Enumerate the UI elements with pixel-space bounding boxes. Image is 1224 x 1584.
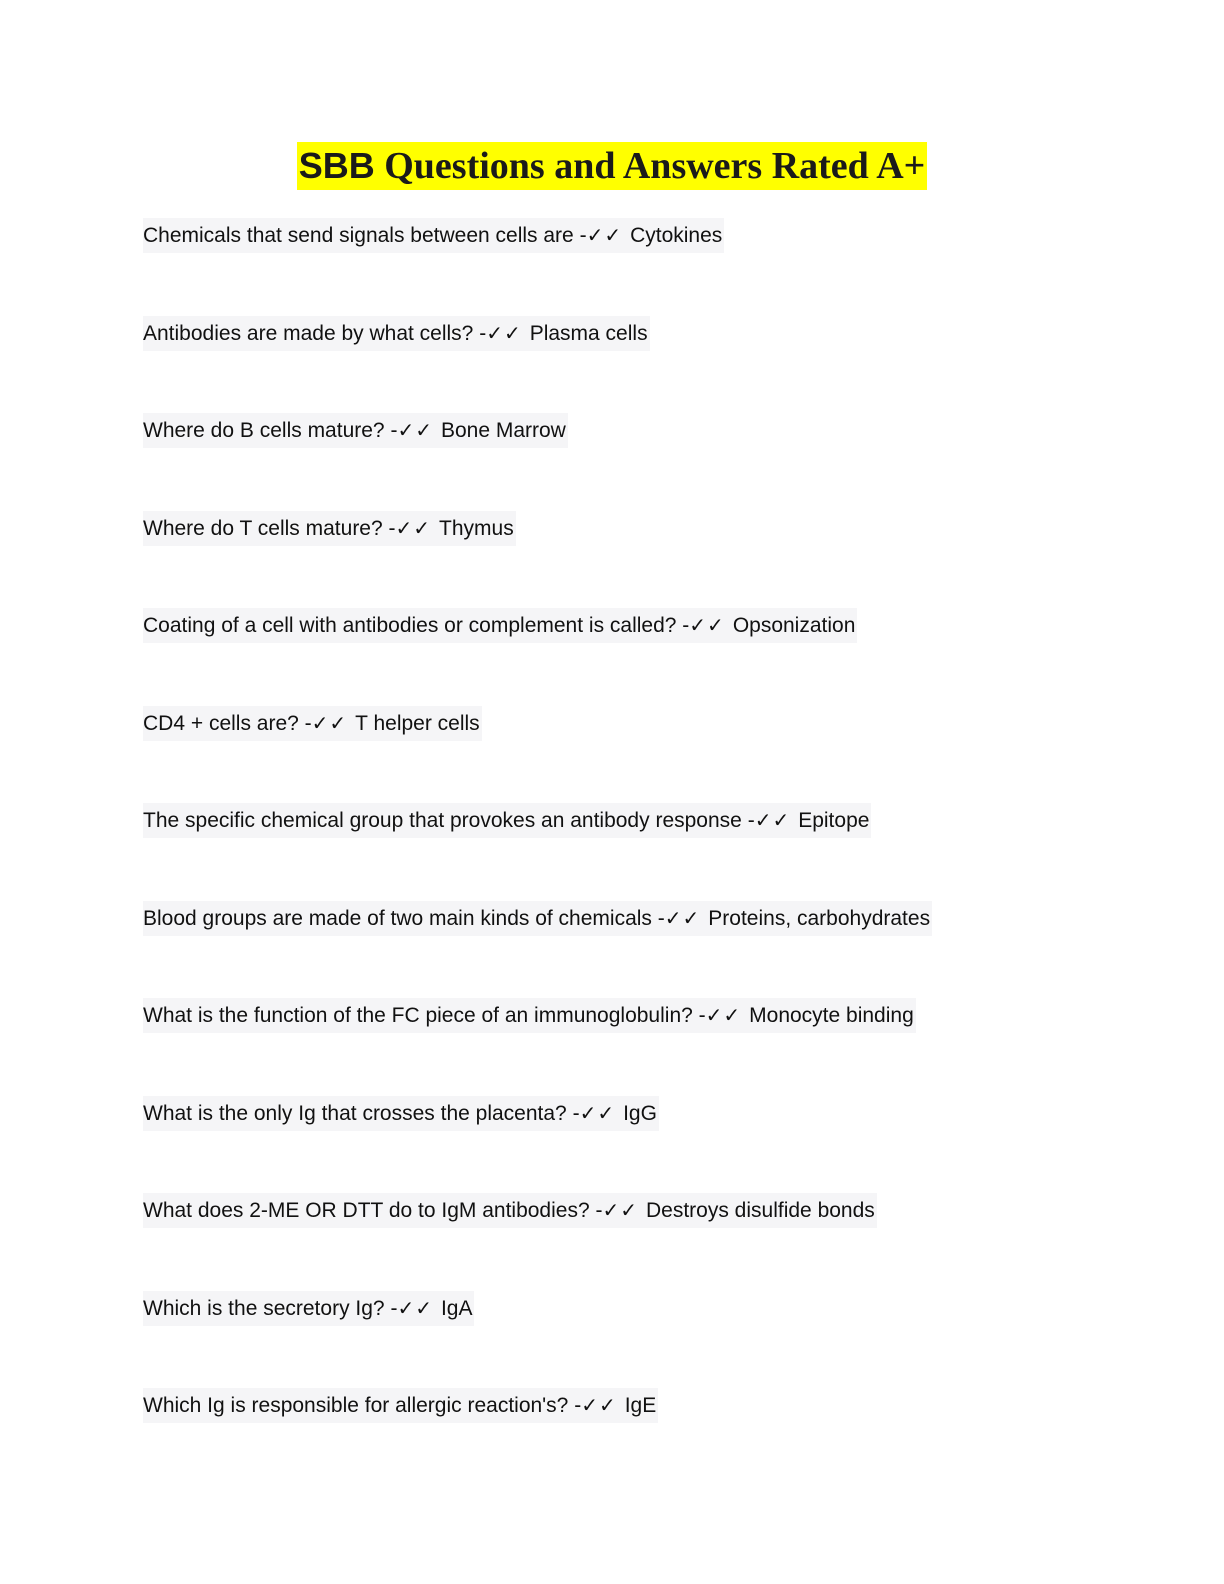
check-mark-icon: ✓✓ — [689, 613, 725, 637]
check-mark-icon: ✓✓ — [486, 320, 522, 345]
check-mark-icon: ✓✓ — [705, 1003, 742, 1027]
qa-line — [143, 901, 932, 936]
question-text: Blood groups are made of two main kinds of chemicals — [143, 906, 658, 930]
qa-line — [143, 511, 516, 546]
separator-dash: - — [682, 614, 690, 637]
question-text: What is the only Ig that crosses the placenta? — [143, 1101, 573, 1125]
qa-item — [143, 218, 1143, 316]
question-text: Chemicals that send signals between cells are — [143, 224, 580, 247]
title-container — [0, 142, 1224, 190]
qa-line — [143, 706, 482, 741]
check-mark-icon: ✓✓ — [397, 1295, 433, 1320]
qa-item — [143, 1096, 1143, 1194]
separator-dash: - — [579, 224, 587, 247]
answer-text: IgA — [440, 1296, 473, 1320]
answer-text: Monocyte binding — [749, 1004, 914, 1027]
question-text: Where do T cells mature? — [143, 516, 389, 540]
qa-item — [143, 901, 1143, 999]
separator-dash: - — [388, 516, 396, 540]
title-prefix: SBB — [298, 145, 375, 186]
question-text: Coating of a cell with antibodies or complement is called? — [143, 614, 683, 637]
check-mark-icon: ✓✓ — [581, 1393, 617, 1417]
separator-dash: - — [479, 321, 487, 345]
qa-item — [143, 803, 1143, 901]
qa-list — [143, 218, 1143, 1486]
question-text: Where do B cells mature? — [143, 419, 391, 442]
separator-dash: - — [572, 1101, 580, 1125]
qa-line — [143, 413, 568, 448]
separator-dash: - — [390, 1296, 398, 1320]
answer-text: IgG — [623, 1101, 657, 1125]
separator-dash: - — [657, 906, 665, 930]
qa-item — [143, 1193, 1143, 1291]
check-mark-icon: ✓✓ — [664, 905, 701, 930]
separator-dash: - — [574, 1394, 582, 1417]
check-mark-icon: ✓✓ — [397, 418, 433, 442]
check-mark-icon: ✓✓ — [586, 223, 623, 247]
question-text: Which Ig is responsible for allergic reaction's? — [143, 1394, 575, 1417]
qa-line — [143, 803, 871, 838]
qa-line — [143, 1096, 659, 1131]
qa-item — [143, 316, 1143, 414]
separator-dash: - — [747, 809, 755, 832]
title-text: Questions and Answers Rated A+ — [374, 145, 926, 187]
answer-text: Destroys disulfide bonds — [646, 1199, 875, 1222]
separator-dash: - — [698, 1004, 706, 1027]
qa-item — [143, 413, 1143, 511]
qa-item — [143, 608, 1143, 706]
qa-line — [143, 998, 916, 1033]
answer-text: T helper cells — [355, 711, 480, 735]
question-text: What is the function of the FC piece of an immunoglobulin? — [143, 1004, 699, 1027]
answer-text: Proteins, carbohydrates — [708, 906, 931, 930]
separator-dash: - — [595, 1199, 603, 1222]
question-text: CD4 + cells are? — [143, 711, 305, 735]
check-mark-icon: ✓✓ — [754, 808, 791, 832]
answer-text: IgE — [624, 1394, 657, 1417]
page-title — [297, 142, 928, 190]
answer-text: Thymus — [439, 516, 514, 540]
qa-line — [143, 218, 724, 253]
qa-item — [143, 998, 1143, 1096]
question-text: Which is the secretory Ig? — [143, 1296, 391, 1320]
check-mark-icon: ✓✓ — [602, 1198, 638, 1222]
qa-line — [143, 608, 857, 643]
answer-text: Bone Marrow — [440, 419, 566, 442]
answer-text: Plasma cells — [529, 321, 648, 345]
answer-text: Epitope — [798, 809, 870, 832]
separator-dash: - — [304, 711, 312, 735]
check-mark-icon: ✓✓ — [579, 1100, 616, 1125]
separator-dash: - — [390, 419, 398, 442]
question-text: Antibodies are made by what cells? — [143, 321, 480, 345]
qa-line — [143, 316, 650, 351]
qa-line — [143, 1388, 658, 1423]
check-mark-icon: ✓✓ — [311, 710, 348, 735]
qa-item — [143, 1388, 1143, 1486]
answer-text: Cytokines — [630, 224, 723, 247]
qa-item — [143, 1291, 1143, 1389]
qa-line — [143, 1193, 877, 1228]
qa-item — [143, 706, 1143, 804]
check-mark-icon: ✓✓ — [395, 515, 432, 540]
question-text: What does 2-ME OR DTT do to IgM antibodies? — [143, 1199, 596, 1222]
qa-line — [143, 1291, 474, 1326]
answer-text: Opsonization — [732, 614, 856, 637]
question-text: The specific chemical group that provokes an antibody response — [143, 809, 748, 832]
qa-item — [143, 511, 1143, 609]
